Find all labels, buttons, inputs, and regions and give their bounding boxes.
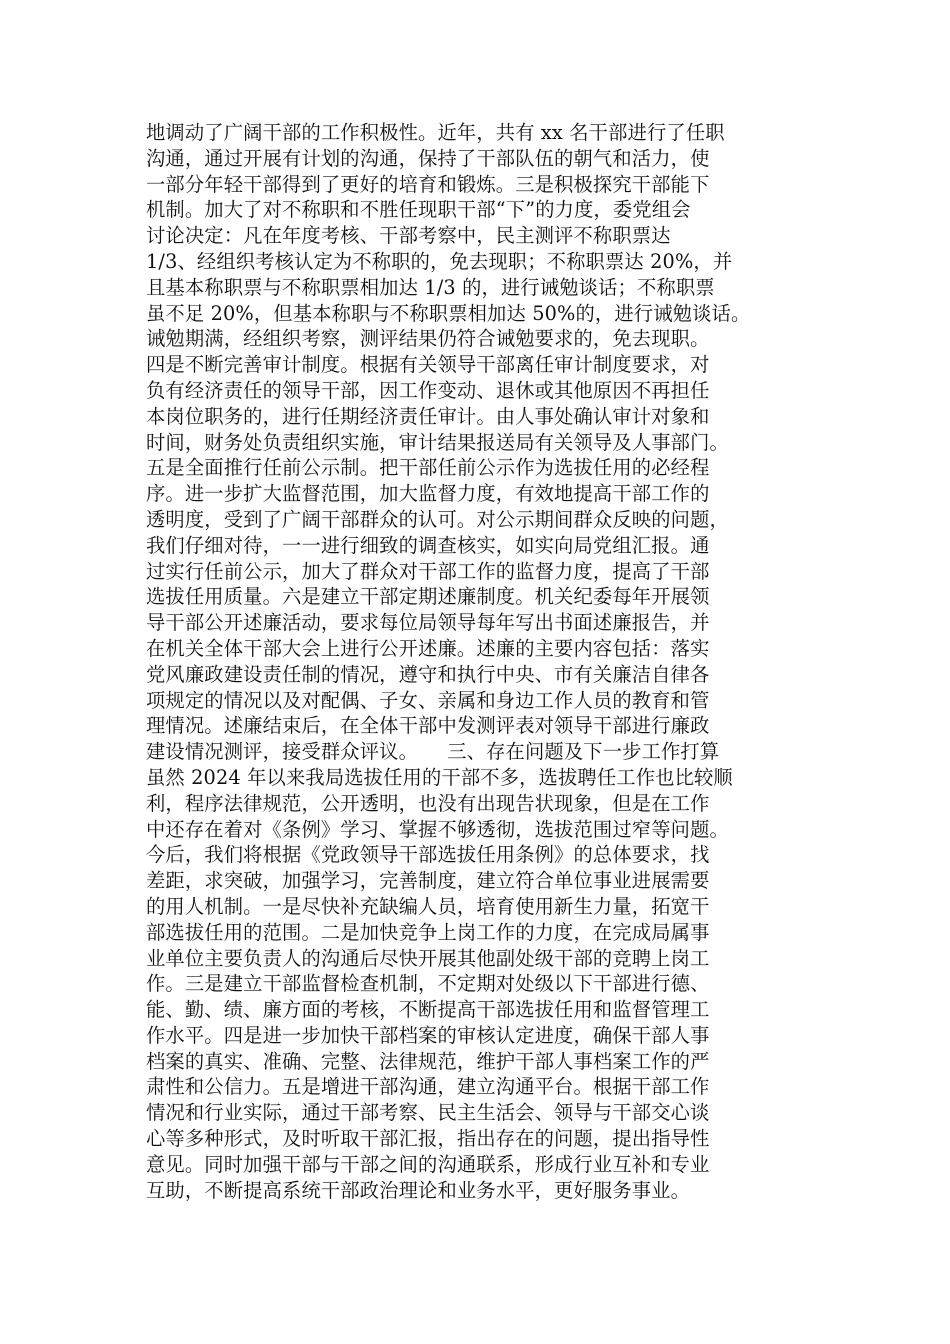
text-line: 机制。加大了对不称职和不胜任现职干部“下”的力度，委党组会	[146, 198, 691, 222]
text-line: 一部分年轻干部得到了更好的培育和锻炼。三是积极探究干部能下	[146, 172, 710, 196]
text-line: 情况和行业实际，通过干部考察、民主生活会、领导与干部交心谈	[146, 1101, 710, 1125]
text-line: 建设情况测评，接受群众评议。 三、存在问题及下一步工作打算	[146, 740, 720, 764]
text-line: 序。进一步扩大监督范围，加大监督力度，有效地提高干部工作的	[146, 482, 710, 506]
text-line: 虽不足 20%，但基本称职与不称职票相加达 50%的，进行诫勉谈话。	[146, 301, 751, 325]
text-line: 过实行任前公示，加大了群众对干部工作的监督力度，提高了干部	[146, 559, 710, 583]
text-line: 诫勉期满，经组织考察，测评结果仍符合诫勉要求的，免去现职。	[146, 327, 710, 351]
text-line: 沟通，通过开展有计划的沟通，保持了干部队伍的朝气和活力，使	[146, 146, 710, 170]
text-line: 党风廉政建设责任制的情况，遵守和执行中央、市有关廉洁自律各	[146, 662, 710, 686]
text-line: 虽然 2024 年以来我局选拔任用的干部不多，选拔聘任工作也比较顺	[146, 765, 733, 789]
text-line: 差距，求突破，加强学习，完善制度，建立符合单位事业进展需要	[146, 869, 710, 893]
text-line: 本岗位职务的，进行任期经济责任审计。由人事处确认审计对象和	[146, 404, 710, 428]
text-line: 时间，财务处负责组织实施，审计结果报送局有关领导及人事部门。	[146, 430, 729, 454]
text-line: 我们仔细对待，一一进行细致的调查核实，如实向局党组汇报。通	[146, 533, 710, 557]
text-line: 心等多种形式，及时听取干部汇报，指出存在的问题，提出指导性	[146, 1127, 710, 1151]
text-line: 中还存在着对《条例》学习、掌握不够透彻，选拔范围过窄等问题。	[146, 817, 729, 841]
text-line: 今后，我们将根据《党政领导干部选拔任用条例》的总体要求，找	[146, 843, 710, 867]
text-line: 讨论决定：凡在年度考核、干部考察中，民主测评不称职票达	[146, 224, 671, 248]
text-line: 选拔任用质量。六是建立干部定期述廉制度。机关纪委每年开展领	[146, 585, 710, 609]
text-line: 导干部公开述廉活动，要求每位局领导每年写出书面述廉报告，并	[146, 611, 710, 635]
body-text	[146, 120, 826, 1203]
text-line: 且基本称职票与不称职票相加达 1/3 的，进行诫勉谈话；不称职票	[146, 275, 715, 299]
text-line: 四是不断完善审计制度。根据有关领导干部离任审计制度要求，对	[146, 353, 710, 377]
text-line: 1/3、经组织考核认定为不称职的，免去现职；不称职票达 20%，并	[146, 249, 733, 273]
text-line: 地调动了广阔干部的工作积极性。近年，共有 xx 名干部进行了任职	[146, 121, 725, 144]
text-line: 负有经济责任的领导干部，因工作变动、退休或其他原因不再担任	[146, 378, 710, 402]
text-line: 互助，不断提高系统干部政治理论和业务水平，更好服务事业。	[146, 1178, 691, 1202]
text-line: 作。三是建立干部监督检查机制，不定期对处级以下干部进行德、	[146, 972, 710, 996]
text-line: 理情况。述廉结束后，在全体干部中发测评表对领导干部进行廉政	[146, 714, 710, 738]
text-line: 在机关全体干部大会上进行公开述廉。述廉的主要内容包括：落实	[146, 636, 710, 660]
text-line: 部选拔任用的范围。二是加快竞争上岗工作的力度，在完成局属事	[146, 920, 710, 944]
text-line: 项规定的情况以及对配偶、子女、亲属和身边工作人员的教育和管	[146, 688, 710, 712]
text-line: 能、勤、绩、廉方面的考核，不断提高干部选拔任用和监督管理工	[146, 998, 710, 1022]
text-line: 五是全面推行任前公示制。把干部任前公示作为选拔任用的必经程	[146, 456, 710, 480]
text-line: 肃性和公信力。五是增进干部沟通，建立沟通平台。根据干部工作	[146, 1075, 710, 1099]
text-line: 档案的真实、准确、完整、法律规范，维护干部人事档案工作的严	[146, 1049, 710, 1073]
text-line: 透明度，受到了广阔干部群众的认可。对公示期间群众反映的问题，	[146, 507, 729, 531]
text-line: 利，程序法律规范，公开透明，也没有出现告状现象，但是在工作	[146, 791, 710, 815]
text-line: 业单位主要负责人的沟通后尽快开展其他副处级干部的竞聘上岗工	[146, 946, 710, 970]
text-line: 意见。同时加强干部与干部之间的沟通联系，形成行业互补和专业	[146, 1152, 710, 1176]
text-line: 的用人机制。一是尽快补充缺编人员，培育使用新生力量，拓宽干	[146, 894, 710, 918]
text-line: 作水平。四是进一步加快干部档案的审核认定进度，确保干部人事	[146, 1023, 710, 1047]
